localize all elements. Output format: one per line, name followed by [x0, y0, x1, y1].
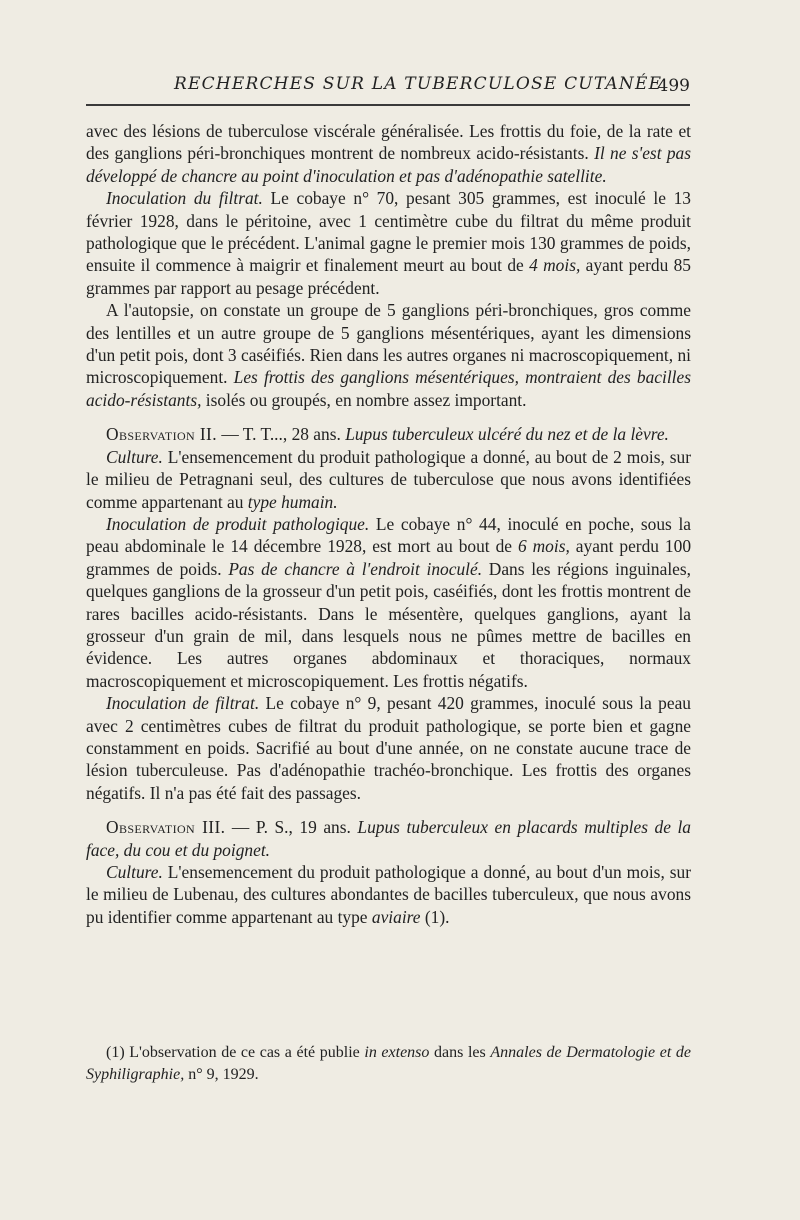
- observation-2-heading: Observation II. — T. T..., 28 ans. Lupus tuberculeux ulcéré du nez et de la lèvre.: [106, 424, 669, 445]
- paragraph-culture-obs3: Culture. L'ensemencement du produit pathologique a donné, au bout d'un mois, sur le milieu de Lubenau, des cultures abondantes de bacilles tuberculeux, que nous avons pu identifier comme appartenant au type aviaire (1).: [86, 862, 691, 927]
- paragraph-heading: Inoculation de filtrat.: [106, 693, 260, 714]
- paragraph-heading: Inoculation du filtrat.: [106, 188, 263, 209]
- page-header: [86, 70, 690, 104]
- paragraph-autopsy: A l'autopsie, on constate un groupe de 5 ganglions péri-bronchiques, gros comme des lentilles et un autre groupe de 5 ganglions mésentériques, ayant les dimensions d'un petit pois, dont 3 caséifiés. Rien dans les autres organes ni macroscopiquement, ni microscopiquement. Les frottis des ganglions mésentériques, montraient des bacilles acido-résistants, isolés ou groupés, en nombre assez important.: [86, 300, 691, 410]
- paragraph-heading: Culture.: [106, 862, 163, 882]
- paragraph-inoculation-produit: Inoculation de produit pathologique. Le cobaye n° 44, inoculé en poche, sous la peau abdominale le 14 décembre 1928, est mort au bout de 6 mois, ayant perdu 100 grammes de poids. Pas de chancre à l'endroit inoculé. Dans les régions inguinales, quelques ganglions de la grosseur d'un petit pois, caséifiés, dont les frottis montrent de rares bacilles acido-résistants. Dans le mésentère, quelques ganglions, ayant la grosseur d'un grain de mil, dans lesquels nous ne pûmes mettre de bacilles en évidence. Les autres organes abdominaux et thoraciques, normaux macroscopiquement et microscopiquement. Les frottis négatifs.: [86, 513, 692, 691]
- header-rule: [86, 104, 690, 106]
- paragraph-autopsy-continued: avec des lésions de tuberculose viscérale généralisée. Les frottis du foie, de la rate et des ganglions péri-bronchiques montrent de nombreux acido-résistants. Il ne s'est pas développé de chancre au point d'inoculation et pas d'adénopathie satellite.: [86, 121, 691, 186]
- paragraph-heading: Inoculation de produit pathologique.: [106, 513, 370, 534]
- paragraph-heading: Culture.: [106, 446, 163, 467]
- paragraph-inoculation-filtrat: Inoculation du filtrat. Le cobaye n° 70, pesant 305 grammes, est inoculé le 13 février 1928, dans le péritoine, avec 1 centimètre cube du filtrat du même produit pathologique que le précédent. L'animal gagne le premier mois 130 grammes de poids, ensuite il commence à maigrir et finalement meurt au bout de 4 mois, ayant perdu 85 grammes par rapport au pesage précédent.: [86, 188, 691, 298]
- paragraph-culture-obs2: Culture. L'ensemencement du produit pathologique a donné, au bout de 2 mois, sur le milieu de Petragnani seul, des cultures de tuberculose que nous avons identifiées comme appartenant au type humain.: [86, 446, 691, 512]
- observation-label: Observation II.: [106, 424, 218, 445]
- body-text: [86, 120, 691, 928]
- observation-3-heading: Observation III. — P. S., 19 ans. Lupus tuberculeux en placards multiples de la face, du cou et du poignet.: [86, 817, 691, 860]
- observation-label: Observation III.: [106, 817, 226, 838]
- running-title: RECHERCHES SUR LA TUBERCULOSE CUTANÉE: [174, 74, 663, 94]
- paragraph-inoculation-filtrat-obs2: Inoculation de filtrat. Le cobaye n° 9, pesant 420 grammes, inoculé sous la peau avec 2 centimètres cubes de filtrat du produit pathologique, se porte bien et gagne constamment en poids. Sacrifié au bout d'une année, on ne constate aucune trace de lésion tuberculeuse. Pas d'adénopathie trachéo-bronchique. Les frottis des organes négatifs. Il n'a pas été fait des passages.: [86, 693, 691, 803]
- page-number: 499: [657, 76, 690, 96]
- footnote: (1) L'observation de ce cas a été publie in extenso dans les Annales de Dermatologie et de Syphiligraphie, n° 9, 1929.: [86, 1044, 692, 1083]
